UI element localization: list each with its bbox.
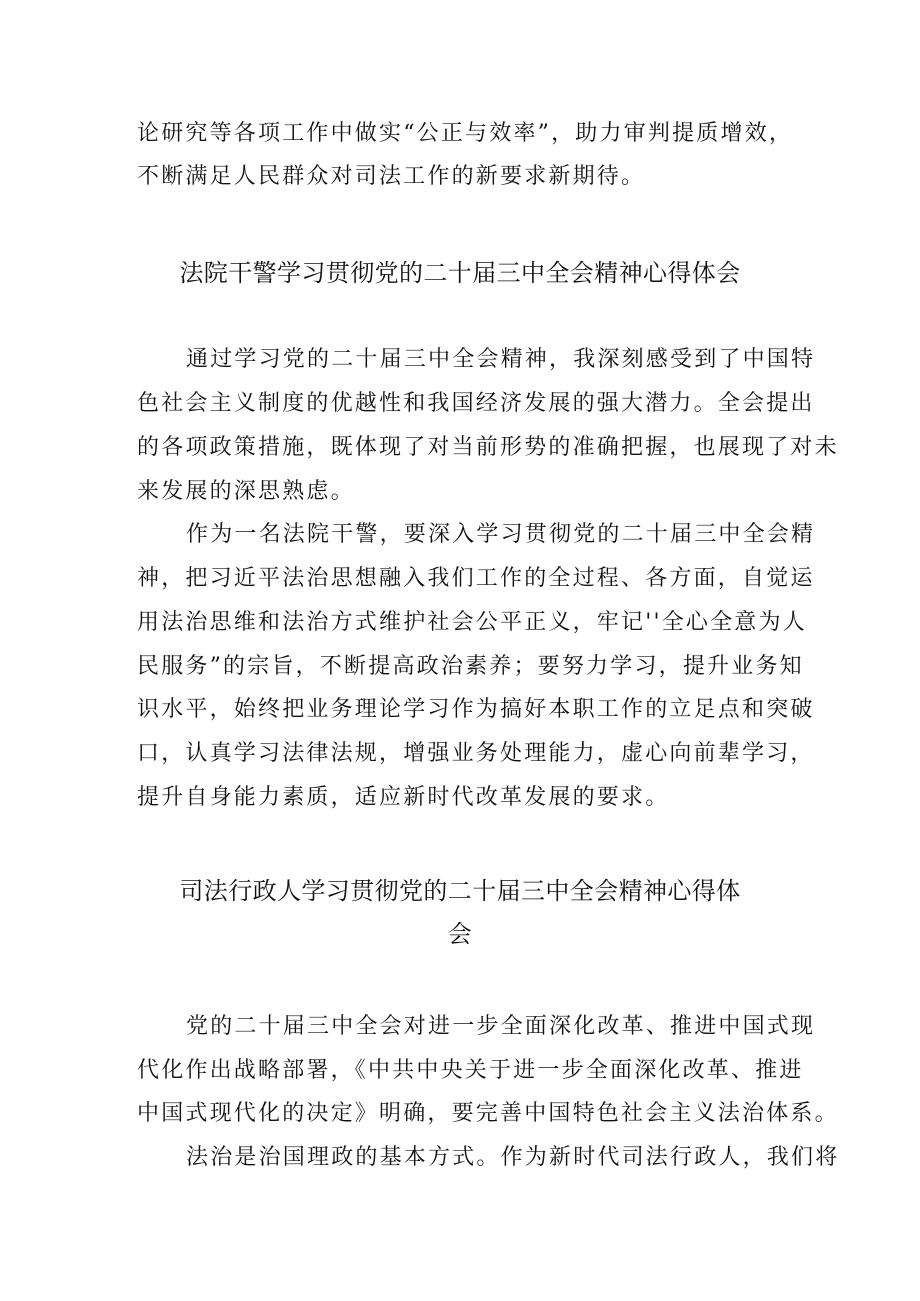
section2-title-line-1: 司法行政人学习贯彻党的二十届三中全会精神心得体 [179, 877, 741, 905]
section1-para2-line-2: 神，把习近平法治思想融入我们工作的全过程、各方面，自觉运 [137, 566, 815, 591]
intro-line-1: 论研究等各项工作中做实“公正与效率”，助力审判提质增效， [137, 121, 794, 146]
section1-para2-line-6: 口，认真学习法律法规，增强业务处理能力，虚心向前辈学习， [137, 741, 815, 766]
section2-para1-line-1: 党的二十届三中全会对进一步全面深化改革、推进中国式现 [186, 1014, 816, 1039]
section1-para2-line-4: 民服务”的宗旨，不断提高政治素养；要努力学习，提升业务知 [137, 654, 804, 679]
section1-title: 法院干警学习贯彻党的二十届三中全会精神心得体会 [179, 259, 741, 287]
section1-para1-line-4: 来发展的深思熟虑。 [137, 479, 355, 504]
section2-title-line-2: 会 [447, 920, 473, 948]
section2-para2-line-1: 法治是治国理政的基本方式。作为新时代司法行政人，我们将 [186, 1145, 840, 1170]
section1-para1-line-3: 的各项政策措施，既体现了对当前形势的准确把握，也展现了对未 [137, 435, 839, 460]
section1-para2-line-7: 提升自身能力素质，适应新时代改革发展的要求。 [137, 785, 670, 810]
section2-para1-line-3: 中国式现代化的决定》明确，要完善中国特色社会主义法治体系。 [137, 1101, 839, 1126]
section2-para1-line-2: 代化作出战略部署，《中共中央关于进一步全面深化改革、推进 [137, 1058, 804, 1083]
section1-para2-line-3: 用法治思维和法治方式维护社会公平正义，牢记''全心全意为人 [137, 610, 807, 635]
section1-para2-line-1: 作为一名法院干警，要深入学习贯彻党的二十届三中全会精 [186, 522, 816, 547]
section1-para2-line-5: 识水平，始终把业务理论学习作为搞好本职工作的立足点和突破 [137, 697, 815, 722]
section1-para1-line-1: 通过学习党的二十届三中全会精神，我深刻感受到了中国特 [186, 347, 816, 372]
intro-line-2: 不断满足人民群众对司法工作的新要求新期待。 [137, 164, 646, 189]
section1-para1-line-2: 色社会主义制度的优越性和我国经济发展的强大潜力。全会提出 [137, 391, 815, 416]
